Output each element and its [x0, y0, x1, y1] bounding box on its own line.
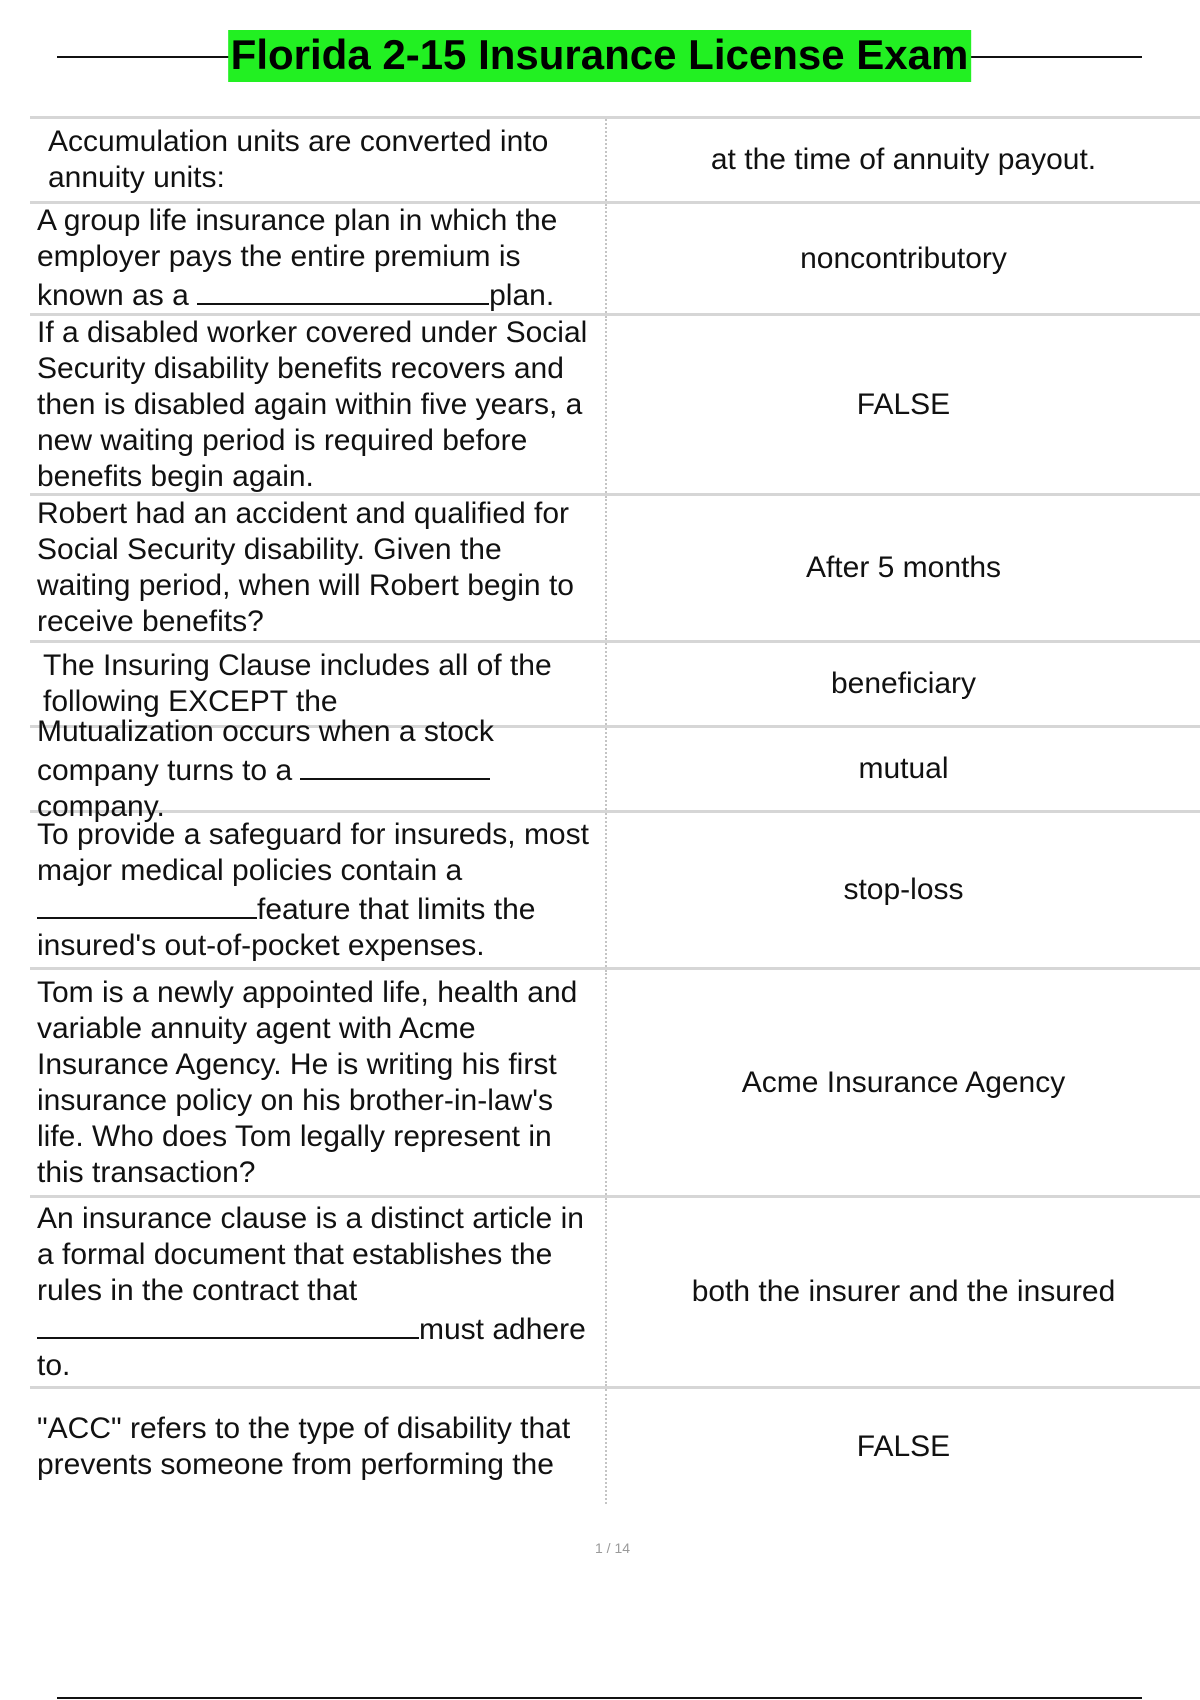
flashcard-row	[30, 714, 1200, 823]
flashcard-row	[30, 813, 1200, 970]
answer: noncontributory	[800, 241, 1007, 275]
question: Tom is a newly appointed life, health and variable annuity agent with Acme Insurance Agency. He is writing his first insurance policy on his brother-in-law's life. Who does Tom legally represent in this transaction?	[30, 970, 607, 1195]
answer: mutual	[858, 752, 949, 785]
answer: both the insurer and the insured	[691, 1275, 1116, 1308]
flashcard-row	[30, 1389, 1200, 1504]
answer: at the time of annuity payout.	[710, 143, 1097, 176]
question: To provide a safeguard for insureds, most major medical policies contain a feature that limits the insured's out-of-pocket expenses.	[30, 813, 607, 967]
answer-blank	[37, 1309, 419, 1339]
flashcard-row	[30, 1198, 1200, 1389]
answer-blank	[37, 889, 257, 919]
question: "ACC" refers to the type of disability that prevents someone from performing the	[30, 1389, 607, 1504]
flashcard-row	[30, 496, 1200, 643]
answer: Acme Insurance Agency	[741, 1065, 1066, 1099]
flashcard-list	[30, 116, 1200, 1504]
answer: stop-loss	[843, 873, 964, 906]
answer-blank	[197, 275, 489, 305]
question: A group life insurance plan in which the employer pays the entire premium is known as a plan.	[30, 204, 607, 313]
bottom-rule	[57, 1697, 1142, 1699]
page-title: Florida 2-15 Insurance License Exam	[228, 30, 972, 82]
page-indicator: 1 / 14	[594, 1540, 631, 1556]
answer: FALSE	[856, 387, 951, 421]
flashcard-row	[30, 204, 1200, 316]
question: Robert had an accident and qualified for Social Security disability. Given the waiting period, when will Robert begin to receive benefits?	[30, 496, 607, 640]
answer-blank	[300, 750, 490, 780]
question: Accumulation units are converted into annuity units:	[30, 119, 607, 201]
answer: After 5 months	[805, 551, 1002, 584]
answer: beneficiary	[830, 667, 977, 700]
question: An insurance clause is a distinct article in a formal document that establishes the rules in the contract that must adhere to.	[30, 1198, 607, 1386]
flashcard-row	[30, 970, 1200, 1198]
flashcard-row	[30, 119, 1200, 204]
flashcard-row	[30, 316, 1200, 496]
question: Mutualization occurs when a stock company turns to a company.	[30, 728, 607, 810]
answer: FALSE	[856, 1429, 951, 1463]
question: The Insuring Clause includes all of the following EXCEPT the	[30, 643, 607, 725]
question: If a disabled worker covered under Social Security disability benefits recovers and then is disabled again within five years, a new waiting period is required before benefits begin again.	[30, 316, 607, 493]
title-bar	[57, 30, 1142, 82]
